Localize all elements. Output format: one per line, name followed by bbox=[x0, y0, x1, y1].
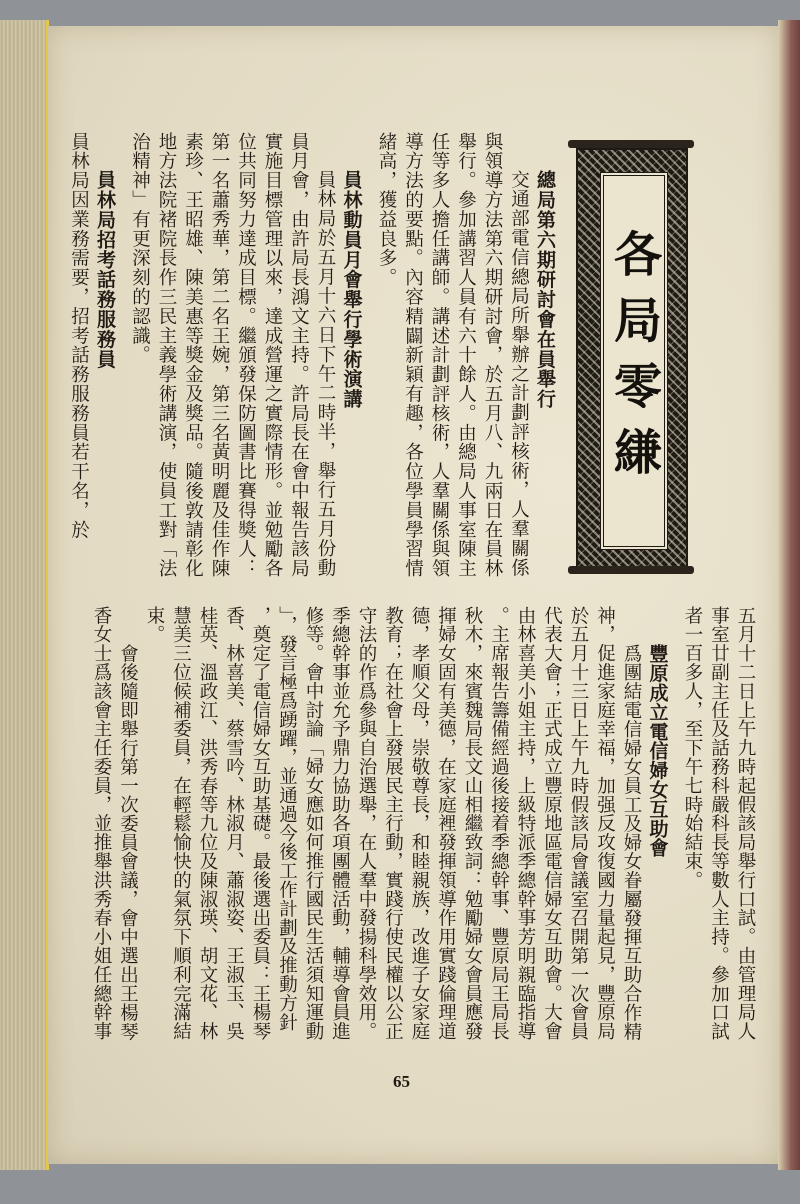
text-column: 與領導方法第六期研討會，於五月八、九兩日在員林 bbox=[482, 132, 503, 579]
top-article-block bbox=[65, 132, 558, 578]
text-column: 」，發言極爲踴躍，並通過今後工作計劃及推動方針 bbox=[276, 606, 298, 1032]
title-scroll bbox=[568, 140, 694, 574]
book-page bbox=[48, 26, 778, 1164]
text-column: 。主席報告籌備經過後接着季總幹事、豐原局王局長 bbox=[488, 606, 510, 1041]
text-column: 於五月十三日上午九時假該局會議室召開第一次會員 bbox=[568, 606, 589, 1041]
text-column: ，奠定了電信婦女互助基礎。最後選出委員：王楊琴 bbox=[250, 606, 271, 1041]
text-column: 員月會，由許局長鴻文主持。許局長在會中報告該局 bbox=[288, 132, 310, 579]
text-column: 神，促進家庭幸福，加强反攻復國力量起見，豐原局 bbox=[594, 606, 616, 1041]
article-headline: 總局第六期研討會在員舉行 bbox=[534, 170, 556, 409]
text-column: 季總幹事並允予鼎力協助各項團體活動，輔導會員進 bbox=[329, 606, 351, 1041]
text-column: 位共同努力達成目標。繼頒發保防圖書比賽得獎人： bbox=[235, 132, 257, 579]
text-column: 實施目標管理以來，達成營運之實際情形。並勉勵各 bbox=[262, 132, 283, 579]
article-headline: 員林局招考話務服務員 bbox=[94, 170, 116, 369]
text-column: 代表大會；正式成立豐原地區電信婦女互助會。大會 bbox=[541, 606, 563, 1041]
text-column: 事室廿副主任及話務科嚴科長等數人主持。參加口試 bbox=[708, 606, 730, 1041]
scroll-rod-top bbox=[568, 140, 694, 148]
scroll-frame bbox=[576, 148, 688, 570]
book-cover-right bbox=[778, 20, 800, 1170]
text-column: 香、林喜美、蔡雪吟、林淑月、蕭淑姿、王淑玉、吳 bbox=[223, 606, 245, 1041]
title-panel bbox=[600, 172, 668, 550]
text-column: 修等。會中討論「婦女應如何推行國民生活須知運動 bbox=[303, 606, 324, 1041]
text-column: 者一百多人，至下午七時始結束。 bbox=[682, 606, 703, 890]
scroll-rod-bottom bbox=[568, 566, 694, 574]
text-column: 爲團結電信婦女員工及婦女眷屬發揮互助合作精 bbox=[621, 644, 642, 1041]
text-column: 由林喜美小姐主持，上級特派季總幹事芳明親臨指導 bbox=[515, 606, 536, 1041]
text-column: 導方法的要點。內容精闢新穎有趣，各位學員學習情 bbox=[402, 132, 424, 579]
text-column: 束。 bbox=[144, 606, 165, 644]
text-column: 任等多人擔任講師。講述計劃評核術，人羣關係與領 bbox=[429, 132, 450, 579]
text-column: 素珍、王昭雄、陳美惠等獎金及獎品。隨後敦請彰化 bbox=[182, 132, 204, 579]
text-column: 第一名蕭秀華，第二名王婉，第三名黃明麗及佳作陳 bbox=[209, 132, 230, 579]
text-column: 桂英、溫政江、洪秀春等九位及陳淑瑛、胡文花、林 bbox=[197, 606, 218, 1041]
section-title: 各局零縑 bbox=[605, 229, 662, 493]
article-headline: 豐原成立電信婦女互助會 bbox=[646, 644, 669, 858]
text-column: 地方法院褚院長作三民主義學術講演，使員工對「法 bbox=[156, 132, 177, 579]
article-headline: 員林動員月會舉行學術演講 bbox=[340, 170, 363, 409]
bottom-article-block bbox=[88, 606, 759, 1041]
text-column: 秋木，來賓魏局長文山相繼致詞：勉勵婦女會員應發 bbox=[462, 606, 483, 1041]
text-column: 德，孝順父母，崇敬尊長，和睦親族，改進子女家庭 bbox=[409, 606, 430, 1041]
text-column: 交通部電信總局所舉辦之計劃評核術，人羣關係 bbox=[508, 170, 530, 578]
text-column: 香女士爲該會主任委員，並推舉洪秀春小姐任總幹事 bbox=[91, 606, 112, 1041]
text-column: 員林局於五月十六日下午二時半，舉行五月份動 bbox=[315, 170, 336, 578]
text-column: 會後隨即舉行第一次委員會議，會中選出王楊琴 bbox=[117, 644, 139, 1041]
page-number: 65 bbox=[393, 1072, 410, 1091]
text-column: 慧美三位候補委員，在輕鬆愉快的氣氛下順利完滿結 bbox=[170, 606, 192, 1041]
text-column: 員林局因業務需要，招考話務服務員若干名，於 bbox=[68, 132, 90, 540]
text-column: 緒高，獲益良多。 bbox=[376, 132, 397, 288]
page-edges-left bbox=[0, 20, 49, 1170]
text-column: 五月十二日上午九時起假該局舉行口試。由管理局人 bbox=[735, 606, 756, 1041]
text-column: 揮婦女固有美德，在家庭裡發揮領導作用實踐倫理道 bbox=[435, 606, 457, 1041]
text-column: 治精神」有更深刻的認識。 bbox=[129, 132, 151, 365]
text-column: 教育；在社會上發展民主行動，實踐行使民權以公正 bbox=[382, 606, 404, 1041]
text-column: 守法的作爲參與自治選舉，在人羣中發揚科學效用。 bbox=[356, 606, 377, 1041]
text-column: 舉行。參加講習人員有六十餘人。由總局人事室陳主 bbox=[455, 132, 477, 579]
